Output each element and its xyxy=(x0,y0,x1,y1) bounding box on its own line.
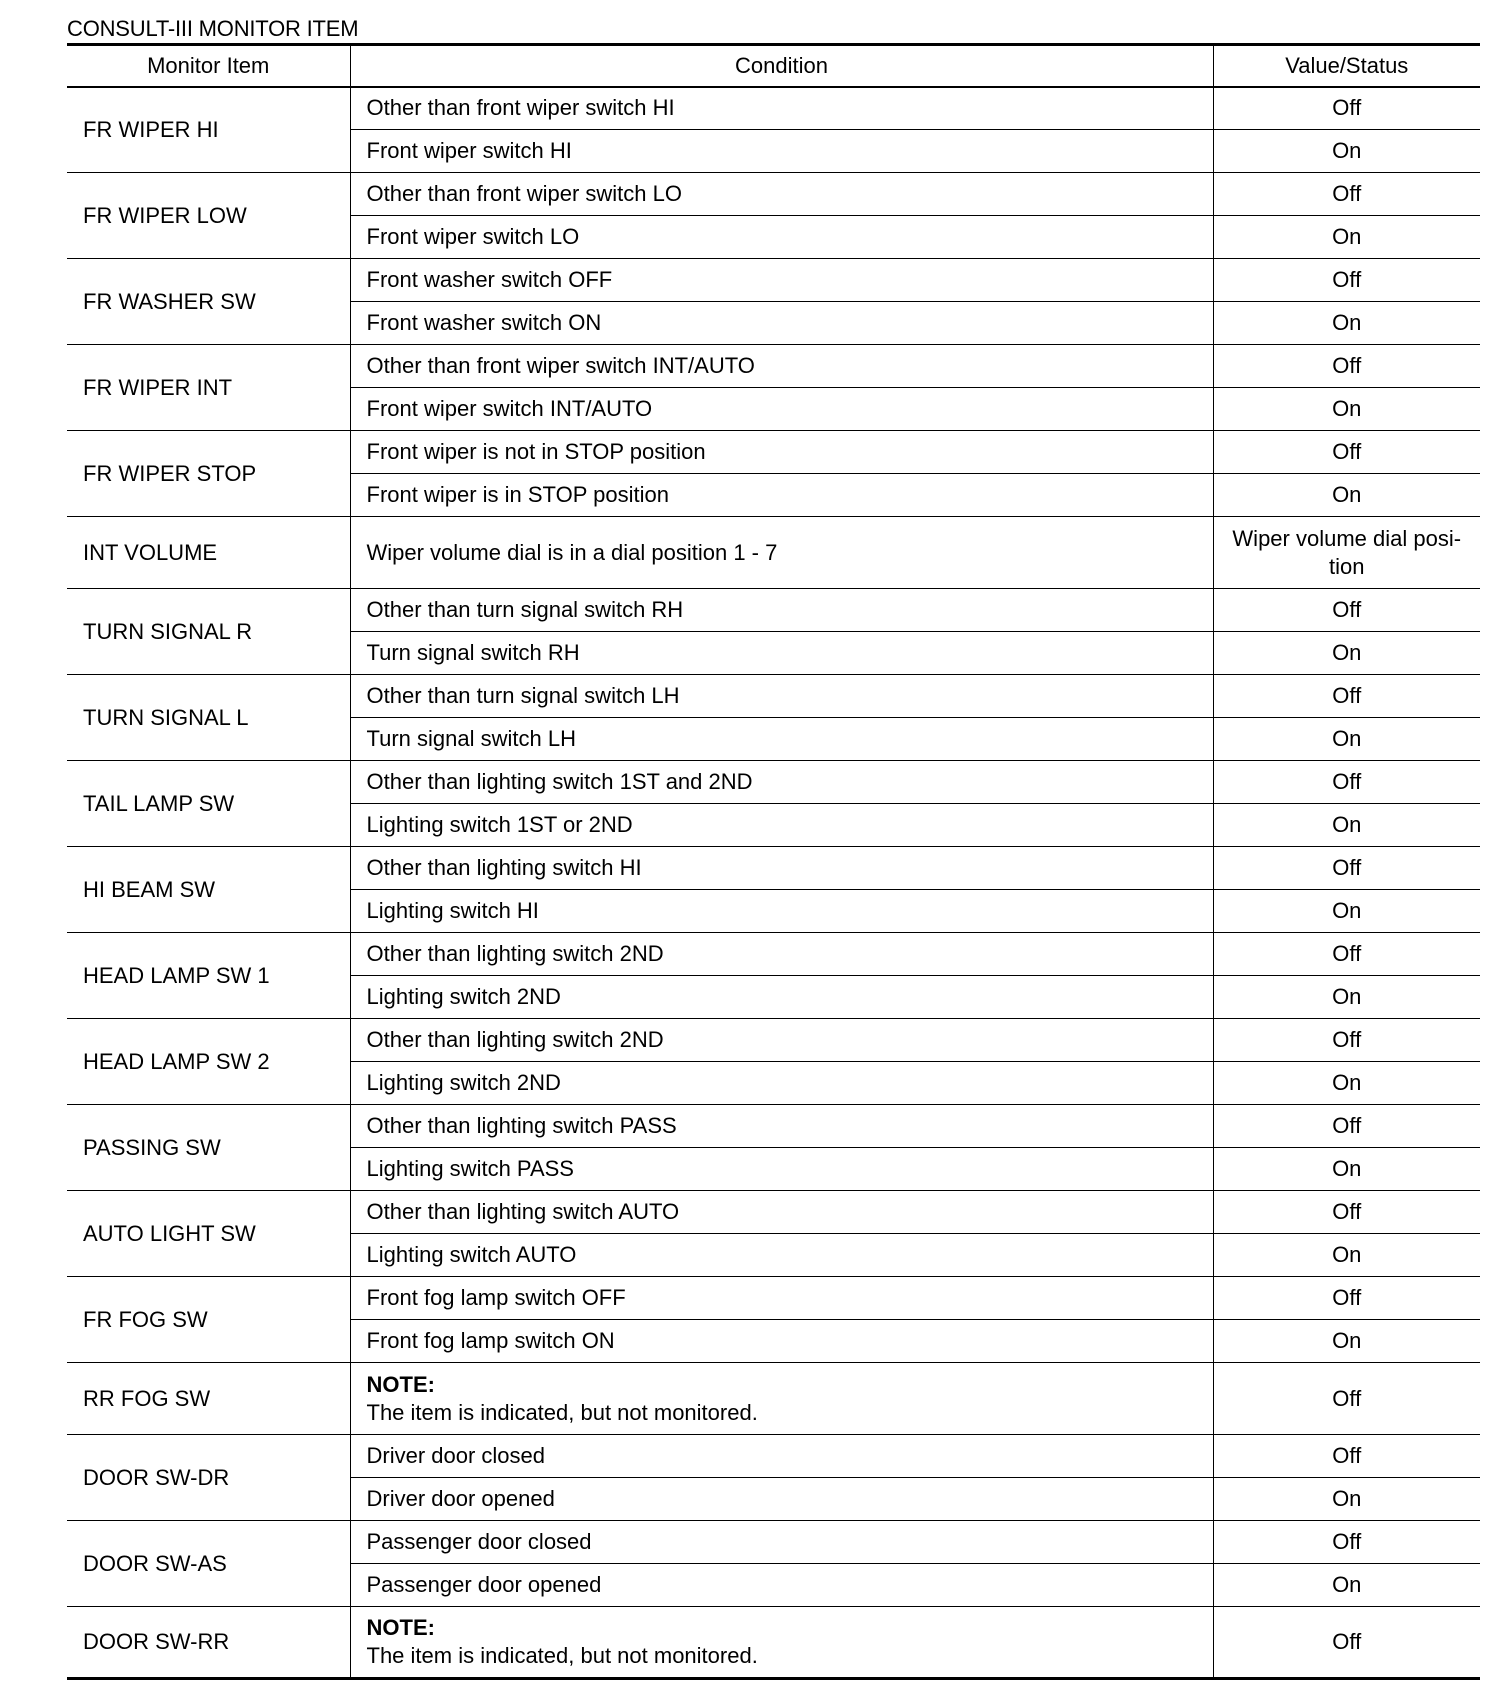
table-row xyxy=(67,933,1480,976)
table-row xyxy=(67,1521,1480,1564)
note-text: The item is indicated, but not monitored. xyxy=(366,1643,758,1668)
header-value-status: Value/Status xyxy=(1213,45,1480,87)
table-body xyxy=(67,87,1480,1679)
monitor-item-cell: PASSING SW xyxy=(67,1105,350,1191)
condition-cell: Other than turn signal switch LH xyxy=(350,675,1213,718)
condition-cell: Passenger door opened xyxy=(350,1564,1213,1607)
condition-cell xyxy=(350,1607,1213,1679)
condition-cell: Front wiper is not in STOP position xyxy=(350,431,1213,474)
value-status-cell: Off xyxy=(1213,87,1480,130)
monitor-item-cell: FR WASHER SW xyxy=(67,259,350,345)
value-status-cell: Off xyxy=(1213,1607,1480,1679)
value-status-cell: On xyxy=(1213,632,1480,675)
value-status-cell: On xyxy=(1213,302,1480,345)
value-status-cell: Off xyxy=(1213,1191,1480,1234)
condition-cell: Other than lighting switch 1ST and 2ND xyxy=(350,761,1213,804)
condition-cell: Other than lighting switch 2ND xyxy=(350,1019,1213,1062)
condition-cell: Front wiper is in STOP position xyxy=(350,474,1213,517)
condition-cell xyxy=(350,1363,1213,1435)
value-status-cell: On xyxy=(1213,1478,1480,1521)
condition-cell: Lighting switch 1ST or 2ND xyxy=(350,804,1213,847)
document-title: CONSULT-III MONITOR ITEM xyxy=(67,16,359,41)
condition-cell: Front washer switch OFF xyxy=(350,259,1213,302)
condition-cell: Lighting switch PASS xyxy=(350,1148,1213,1191)
condition-cell: Lighting switch 2ND xyxy=(350,976,1213,1019)
monitor-item-cell: DOOR SW-RR xyxy=(67,1607,350,1679)
value-status-cell: Off xyxy=(1213,1105,1480,1148)
value-status-cell: On xyxy=(1213,804,1480,847)
header-monitor-item: Monitor Item xyxy=(67,45,350,87)
value-status-cell: On xyxy=(1213,216,1480,259)
table-row xyxy=(67,1435,1480,1478)
value-status-cell: Off xyxy=(1213,1277,1480,1320)
condition-cell: Other than front wiper switch INT/AUTO xyxy=(350,345,1213,388)
monitor-item-cell: FR WIPER STOP xyxy=(67,431,350,517)
table-row xyxy=(67,345,1480,388)
monitor-item-cell: HEAD LAMP SW 1 xyxy=(67,933,350,1019)
value-status-cell: Off xyxy=(1213,1019,1480,1062)
monitor-item-cell: FR WIPER LOW xyxy=(67,173,350,259)
monitor-item-cell: HEAD LAMP SW 2 xyxy=(67,1019,350,1105)
value-status-cell: On xyxy=(1213,130,1480,173)
table-row xyxy=(67,589,1480,632)
value-status-cell: On xyxy=(1213,474,1480,517)
monitor-item-cell: RR FOG SW xyxy=(67,1363,350,1435)
monitor-item-cell: AUTO LIGHT SW xyxy=(67,1191,350,1277)
monitor-item-cell: TURN SIGNAL L xyxy=(67,675,350,761)
note-label: NOTE: xyxy=(366,1371,435,1397)
condition-cell: Other than front wiper switch LO xyxy=(350,173,1213,216)
table-row xyxy=(67,1191,1480,1234)
condition-cell: Wiper volume dial is in a dial position 1 - 7 xyxy=(350,517,1213,589)
table-row xyxy=(67,87,1480,130)
value-status-cell: Off xyxy=(1213,173,1480,216)
value-status-cell: Off xyxy=(1213,933,1480,976)
table-row xyxy=(67,847,1480,890)
value-status-cell: Off xyxy=(1213,1363,1480,1435)
value-status-cell: On xyxy=(1213,1234,1480,1277)
condition-cell: Other than lighting switch AUTO xyxy=(350,1191,1213,1234)
value-status-cell: On xyxy=(1213,1062,1480,1105)
value-status-cell: On xyxy=(1213,388,1480,431)
table-row xyxy=(67,431,1480,474)
monitor-item-cell: TAIL LAMP SW xyxy=(67,761,350,847)
value-status-cell: On xyxy=(1213,1564,1480,1607)
value-status-cell: Off xyxy=(1213,345,1480,388)
value-status-cell: Wiper volume dial posi-tion xyxy=(1213,517,1480,589)
condition-cell: Other than front wiper switch HI xyxy=(350,87,1213,130)
table-row xyxy=(67,761,1480,804)
note-label: NOTE: xyxy=(366,1615,435,1640)
value-status-cell: Off xyxy=(1213,431,1480,474)
value-status-cell: On xyxy=(1213,890,1480,933)
condition-cell: Other than lighting switch PASS xyxy=(350,1105,1213,1148)
table-header xyxy=(67,45,1480,87)
value-status-cell: Off xyxy=(1213,259,1480,302)
table-row xyxy=(67,517,1480,589)
value-status-cell: Off xyxy=(1213,589,1480,632)
header-row xyxy=(67,45,1480,87)
monitor-item-cell: DOOR SW-DR xyxy=(67,1435,350,1521)
value-status-cell: On xyxy=(1213,976,1480,1019)
monitor-item-cell: FR FOG SW xyxy=(67,1277,350,1363)
monitor-item-table xyxy=(67,43,1480,1680)
table-row xyxy=(67,1607,1480,1679)
condition-cell: Passenger door closed xyxy=(350,1521,1213,1564)
condition-cell: Turn signal switch LH xyxy=(350,718,1213,761)
note-text: The item is indicated, but not monitored. xyxy=(366,1399,758,1425)
monitor-item-cell: FR WIPER HI xyxy=(67,87,350,173)
monitor-item-cell: DOOR SW-AS xyxy=(67,1521,350,1607)
header-condition: Condition xyxy=(350,45,1213,87)
condition-cell: Lighting switch 2ND xyxy=(350,1062,1213,1105)
table-row xyxy=(67,675,1480,718)
condition-cell: Other than turn signal switch RH xyxy=(350,589,1213,632)
condition-cell: Driver door closed xyxy=(350,1435,1213,1478)
value-status-cell: Off xyxy=(1213,1435,1480,1478)
monitor-item-cell: INT VOLUME xyxy=(67,517,350,589)
table-row xyxy=(67,1019,1480,1062)
condition-cell: Front wiper switch INT/AUTO xyxy=(350,388,1213,431)
condition-cell: Front wiper switch HI xyxy=(350,130,1213,173)
condition-cell: Front fog lamp switch OFF xyxy=(350,1277,1213,1320)
condition-cell: Lighting switch HI xyxy=(350,890,1213,933)
value-status-cell: On xyxy=(1213,1320,1480,1363)
value-status-cell: Off xyxy=(1213,1521,1480,1564)
value-status-cell: On xyxy=(1213,1148,1480,1191)
table-row xyxy=(67,259,1480,302)
value-status-cell: Off xyxy=(1213,847,1480,890)
table-row xyxy=(67,1277,1480,1320)
condition-cell: Driver door opened xyxy=(350,1478,1213,1521)
table-row xyxy=(67,1363,1480,1435)
monitor-item-cell: TURN SIGNAL R xyxy=(67,589,350,675)
value-status-cell: Off xyxy=(1213,675,1480,718)
condition-cell: Lighting switch AUTO xyxy=(350,1234,1213,1277)
condition-cell: Other than lighting switch HI xyxy=(350,847,1213,890)
monitor-item-cell: HI BEAM SW xyxy=(67,847,350,933)
condition-cell: Front wiper switch LO xyxy=(350,216,1213,259)
condition-cell: Other than lighting switch 2ND xyxy=(350,933,1213,976)
condition-cell: Front washer switch ON xyxy=(350,302,1213,345)
table-row xyxy=(67,173,1480,216)
condition-cell: Front fog lamp switch ON xyxy=(350,1320,1213,1363)
table-row xyxy=(67,1105,1480,1148)
value-status-cell: Off xyxy=(1213,761,1480,804)
value-status-cell: On xyxy=(1213,718,1480,761)
condition-cell: Turn signal switch RH xyxy=(350,632,1213,675)
monitor-item-cell: FR WIPER INT xyxy=(67,345,350,431)
